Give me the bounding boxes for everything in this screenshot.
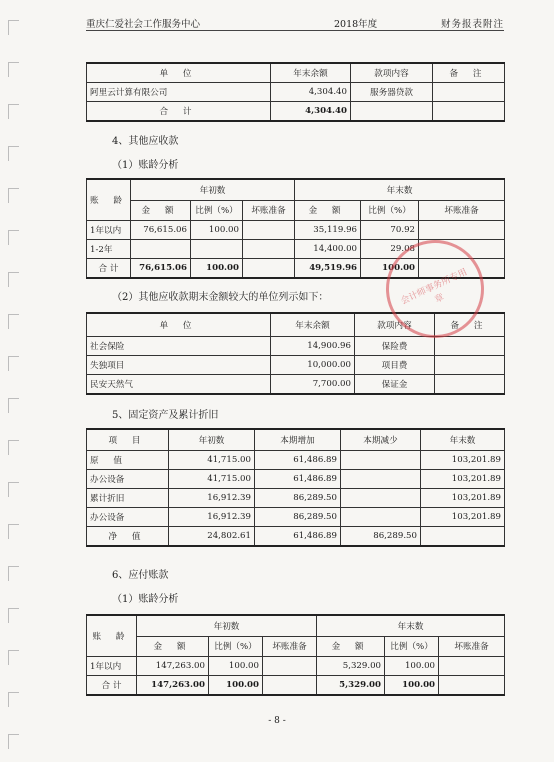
fixed-asset-table — [86, 428, 505, 547]
col-decrease: 本期减少 — [341, 429, 421, 451]
col-unit: 单 位 — [87, 63, 271, 83]
row-unit: 阿里云计算有限公司 — [87, 83, 271, 102]
seal-stamp-text: 会计师事务所专用章 — [399, 267, 469, 307]
table-row: 原 值 41,715.00 61,486.89 103,201.89 — [87, 451, 505, 470]
total-row: 合 计 76,615.06 100.00 49,519.96 100.00 — [87, 259, 505, 279]
aging-header: 账 龄 — [87, 615, 137, 657]
page-number: - 8 - — [268, 716, 286, 726]
col-year-end: 年末余额 — [271, 63, 351, 83]
row-amount: 4,304.40 — [271, 83, 351, 102]
total-label: 合 计 — [87, 102, 271, 122]
end-amount-header: 金 额 — [317, 636, 385, 656]
col-content: 款项内容 — [351, 63, 433, 83]
section-6-title: 6、应付账款 — [112, 570, 169, 581]
table-row: 民安天然气 7,700.00 保证金 — [87, 375, 505, 395]
header-org: 重庆仁爱社会工作服务中心 — [86, 19, 201, 30]
payable-aging-table — [86, 614, 505, 696]
end-amount-header: 金 额 — [295, 200, 361, 220]
end-bad-header: 坏账准备 — [439, 636, 505, 656]
table-row: 1年以内 76,615.06 100.00 35,119.96 70.92 — [87, 221, 505, 240]
table-row: 社会保险 14,900.96 保险费 — [87, 337, 505, 356]
begin-bad-header: 坏账准备 — [263, 636, 317, 656]
table-row: 办公设备 16,912.39 86,289.50 103,201.89 — [87, 508, 505, 527]
section-4-subtitle: （1）账龄分析 — [112, 160, 179, 171]
begin-amount-header: 金 额 — [137, 636, 209, 656]
col-remark: 备 注 — [433, 63, 505, 83]
total-row: 合 计 147,263.00 100.00 5,329.00 100.00 — [87, 676, 505, 696]
begin-header: 年初数 — [131, 179, 295, 200]
section-4-title: 4、其他应收款 — [112, 136, 179, 147]
table-row: 失独项目 10,000.00 项目费 — [87, 356, 505, 375]
receivable-table — [86, 62, 505, 122]
col-unit: 单 位 — [87, 313, 271, 337]
begin-header: 年初数 — [137, 615, 317, 636]
page-header — [86, 14, 504, 31]
col-begin: 年初数 — [169, 429, 255, 451]
begin-ratio-header: 比例（%） — [209, 636, 263, 656]
table-row: 1年以内 147,263.00 100.00 5,329.00 100.00 — [87, 657, 505, 676]
table-row: 办公设备 41,715.00 61,486.89 103,201.89 — [87, 470, 505, 489]
end-ratio-header: 比例（%） — [361, 200, 419, 220]
col-remark: 备 注 — [435, 313, 505, 337]
row-content: 服务器贷款 — [351, 83, 433, 102]
section-4-2-title: （2）其他应收款期末金额较大的单位列示如下： — [112, 292, 329, 303]
end-bad-header: 坏账准备 — [419, 200, 505, 220]
begin-bad-header: 坏账准备 — [243, 200, 295, 220]
table-row: 累计折旧 16,912.39 86,289.50 103,201.89 — [87, 489, 505, 508]
section-6-subtitle: （1）账龄分析 — [112, 594, 179, 605]
col-year-end: 年末余额 — [271, 313, 355, 337]
aging-header: 账 龄 — [87, 179, 131, 221]
section-5-title: 5、固定资产及累计折旧 — [112, 410, 219, 421]
end-ratio-header: 比例（%） — [385, 636, 439, 656]
col-increase: 本期增加 — [255, 429, 341, 451]
header-year: 2018年度 — [334, 19, 378, 30]
total-amount: 4,304.40 — [271, 102, 351, 122]
binder-holes — [8, 20, 20, 750]
begin-ratio-header: 比例（%） — [191, 200, 243, 220]
begin-amount-header: 金 额 — [131, 200, 191, 220]
col-end: 年末数 — [421, 429, 505, 451]
table-row: 净 值 24,802.61 61,486.89 86,289.50 — [87, 527, 505, 547]
table-row: 1-2年 14,400.00 29.08 — [87, 240, 505, 259]
end-header: 年末数 — [295, 179, 505, 200]
end-header: 年末数 — [317, 615, 505, 636]
col-content: 款项内容 — [355, 313, 435, 337]
col-item: 项 目 — [87, 429, 169, 451]
header-doc-title: 财务报表附注 — [440, 19, 504, 30]
